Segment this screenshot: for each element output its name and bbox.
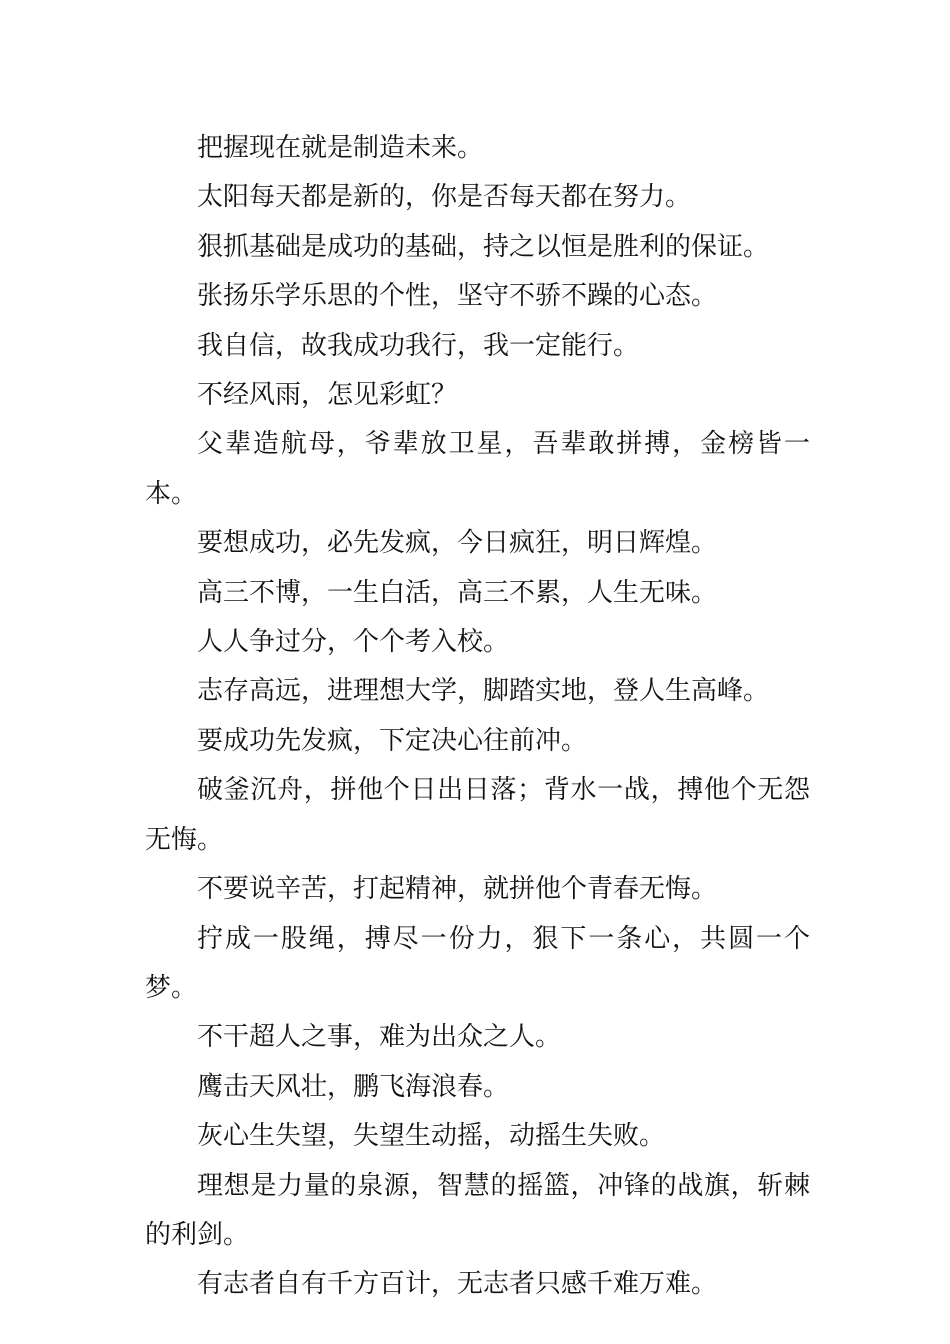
paragraph: 把握现在就是制造未来。 — [197, 133, 484, 163]
paragraph: 拧成一股绳，搏尽一份力，狠下一条心，共圆一个梦。 — [145, 923, 810, 1003]
paragraph: 不要说辛苦，打起精神，就拼他个青春无悔。 — [197, 874, 718, 905]
paragraph: 父辈造航母，爷辈放卫星，吾辈敢拼搏，金榜皆一本。 — [145, 429, 810, 509]
paragraph: 不经风雨，怎见彩虹？ — [197, 380, 458, 411]
paragraph: 要成功先发疯，下定决心往前冲。 — [197, 725, 588, 756]
document-body — [145, 124, 810, 1310]
paragraph: 志存高远，进理想大学，脚踏实地，登人生高峰。 — [197, 676, 770, 707]
paragraph: 鹰击天风壮，鹏飞海浪春。 — [197, 1071, 510, 1102]
paragraph: 理想是力量的泉源，智慧的摇篮，冲锋的战旗，斩棘的利剑。 — [145, 1170, 810, 1250]
paragraph: 我自信，故我成功我行，我一定能行。 — [197, 330, 640, 361]
paragraph: 狠抓基础是成功的基础，持之以恒是胜利的保证。 — [197, 231, 770, 262]
paragraph: 有志者自有千方百计，无志者只感千难万难。 — [197, 1269, 718, 1300]
paragraph: 高三不博，一生白活，高三不累，人生无味。 — [197, 577, 718, 608]
paragraph: 灰心生失望，失望生动摇，动摇生失败。 — [197, 1121, 666, 1152]
paragraph: 人人争过分，个个考入校。 — [197, 627, 510, 658]
paragraph: 要想成功，必先发疯，今日疯狂，明日辉煌。 — [197, 528, 718, 559]
paragraph: 不干超人之事，难为出众之人。 — [197, 1022, 562, 1053]
paragraph: 太阳每天都是新的，你是否每天都在努力。 — [197, 182, 692, 213]
paragraph: 破釜沉舟，拼他个日出日落；背水一战，搏他个无怨无悔。 — [145, 775, 810, 855]
paragraph: 张扬乐学乐思的个性，坚守不骄不躁的心态。 — [197, 281, 718, 312]
